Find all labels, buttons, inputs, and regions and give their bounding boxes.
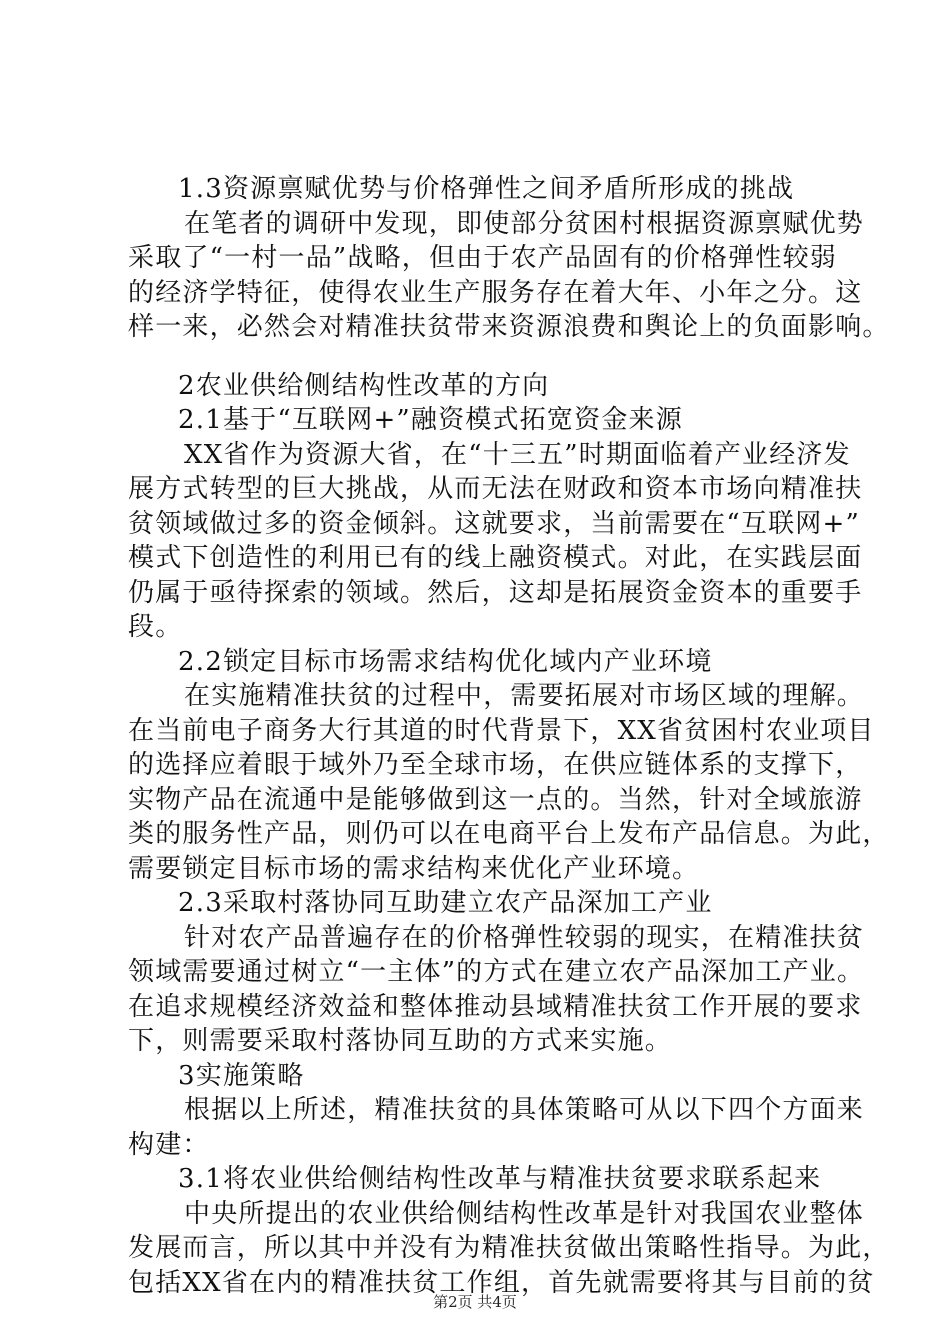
page-footer: 第2页 共4页 [433,1293,517,1311]
paragraph-line: 中央所提出的农业供给侧结构性改革是针对我国农业整体 [184,1198,865,1229]
paragraph-line: 段。 [128,612,183,642]
heading-text: 2.1基于“互联网+”融资模式拓宽资金来源 [178,405,683,435]
paragraph-line: 贫领域做过多的资金倾斜。这就要求，当前需要在“互联网+” [128,508,860,539]
section-heading [128,1059,830,1094]
paragraph [128,1093,865,1162]
document-body [128,172,890,1300]
paragraph-line: 类的服务性产品，则仍可以在电商平台上发布产品信息。为此， [128,819,890,849]
section-heading [128,645,830,680]
paragraph [128,207,890,345]
section-gap [128,345,830,369]
paragraph-line: 采取了“一村一品”战略，但由于农产品固有的价格弹性较弱 [128,243,837,273]
paragraph-line: 实物产品在流通中是能够做到这一点的。当然，针对全域旅游 [128,784,863,815]
paragraph-line: 样一来，必然会对精准扶贫带来资源浪费和舆论上的负面影响。 [128,312,890,342]
section-heading [128,172,830,207]
heading-text: 2.3采取村落协同互助建立农产品深加工产业 [178,888,713,918]
paragraph-line: 针对农产品普遍存在的价格弹性较弱的现实，在精准扶贫 [184,922,865,953]
paragraph-line: 发展而言，所以其中并没有为精准扶贫做出策略性指导。为此， [128,1233,890,1263]
section-heading [128,886,830,921]
heading-text: 3.1将农业供给侧结构性改革与精准扶贫要求联系起来 [178,1164,822,1194]
section-heading [128,369,830,404]
heading-text: 1.3资源禀赋优势与价格弹性之间矛盾所形成的挑战 [178,174,795,204]
paragraph-line: 模式下创造性的利用已有的线上融资模式。对此，在实践层面 [128,543,863,573]
paragraph-line: 下，则需要采取村落协同互助的方式来实施。 [128,1026,673,1056]
paragraph-line: XX省作为资源大省，在“十三五”时期面临着产业经济发 [184,439,851,470]
section-heading [128,1162,830,1197]
paragraph-line: 根据以上所述，精准扶贫的具体策略可从以下四个方面来 [184,1095,865,1125]
paragraph-line: 包括XX省在内的精准扶贫工作组，首先就需要将其与目前的贫 [128,1267,875,1298]
paragraph-line: 展方式转型的巨大挑战，从而无法在财政和资本市场向精准扶 [128,474,863,504]
paragraph-line: 在笔者的调研中发现，即使部分贫困村根据资源禀赋优势 [184,208,865,239]
paragraph [128,438,863,645]
paragraph-line: 在实施精准扶贫的过程中，需要拓展对市场区域的理解。 [184,681,865,711]
paragraph-line: 的选择应着眼于域外乃至全球市场，在供应链体系的支撑下， [128,750,863,780]
paragraph [128,679,890,886]
heading-text: 2.2锁定目标市场需求结构优化域内产业环境 [178,646,713,677]
paragraph-line: 构建： [128,1129,210,1160]
paragraph [128,921,865,1059]
paragraph-line: 领域需要通过树立“一主体”的方式在建立农产品深加工产业。 [128,957,865,987]
section-heading [128,403,830,438]
heading-text: 3实施策略 [178,1060,305,1091]
paragraph-line: 在当前电子商务大行其道的时代背景下，XX省贫困村农业项目 [128,715,875,746]
paragraph [128,1197,890,1301]
paragraph-line: 仍属于亟待探索的领域。然后，这却是拓展资金资本的重要手 [128,577,863,608]
heading-text: 2农业供给侧结构性改革的方向 [178,370,550,401]
paragraph-line: 在追求规模经济效益和整体推动县域精准扶贫工作开展的要求 [128,991,863,1022]
paragraph-line: 的经济学特征，使得农业生产服务存在着大年、小年之分。这 [128,277,863,308]
paragraph-line: 需要锁定目标市场的需求结构来优化产业环境。 [128,853,700,884]
